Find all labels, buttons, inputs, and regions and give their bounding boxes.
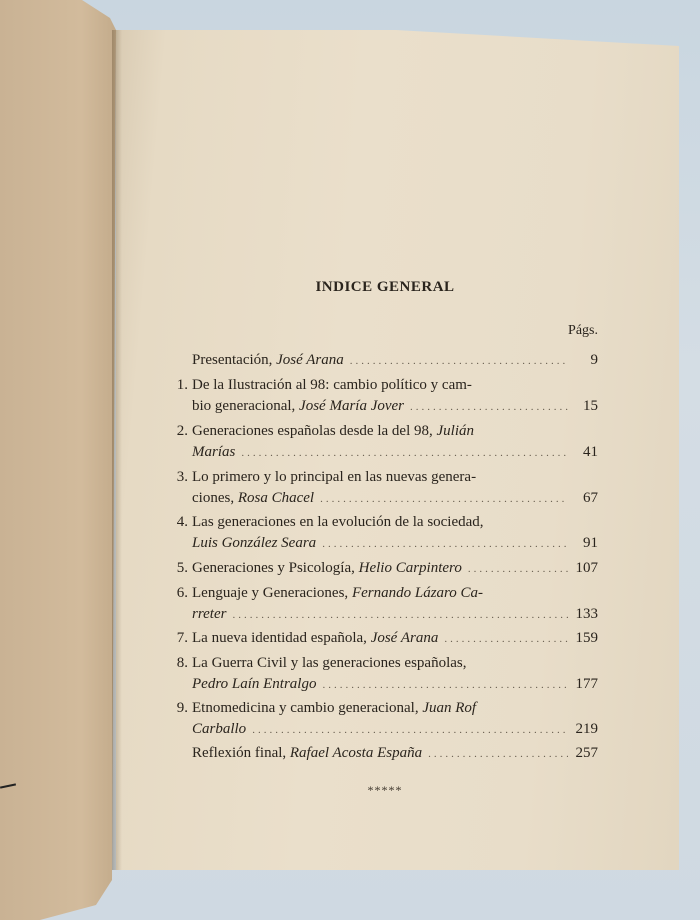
entry-author: Helio Carpintero xyxy=(358,560,462,576)
dot-leader xyxy=(410,397,568,418)
toc-entry-reflexion xyxy=(172,743,598,765)
toc-entry-2 xyxy=(172,421,598,464)
entry-author: Pedro Laín Entralgo xyxy=(192,676,317,692)
toc-title: INDICE GENERAL xyxy=(315,279,455,295)
gutter-shadow xyxy=(112,30,122,870)
entry-page: 257 xyxy=(575,745,598,761)
entry-number: 5. xyxy=(176,560,188,576)
entry-title: Generaciones españolas desde la del 98, xyxy=(192,423,437,439)
toc-entry-4 xyxy=(172,512,598,555)
toc-entry-1 xyxy=(172,375,598,418)
entry-page: 15 xyxy=(583,398,598,414)
dot-leader xyxy=(322,534,568,555)
entry-author: Juan Rof xyxy=(422,700,477,716)
dot-leader xyxy=(444,629,568,650)
toc-entry-5 xyxy=(172,558,598,580)
dot-leader xyxy=(241,443,568,464)
toc-entry-8 xyxy=(172,653,598,696)
dot-leader xyxy=(428,744,568,765)
entry-title-cont: ciones, xyxy=(192,490,238,506)
toc-entry-presentacion xyxy=(172,350,598,372)
entry-number: 7. xyxy=(176,630,188,646)
dot-leader xyxy=(232,605,568,626)
end-mark: ***** xyxy=(367,783,403,797)
entry-author-cont: Marías xyxy=(192,444,236,460)
entry-title: Lo primero y lo principal en las nuevas genera- xyxy=(192,469,477,485)
entry-page: 177 xyxy=(575,676,598,692)
dot-leader xyxy=(320,489,568,510)
entry-author: Luis González Seara xyxy=(192,535,317,551)
entry-title: De la Ilustración al 98: cambio político y cam- xyxy=(192,377,472,393)
dot-leader xyxy=(322,675,568,696)
entry-author: Rosa Chacel xyxy=(237,490,315,506)
entry-author: José María Jover xyxy=(299,398,405,414)
entry-page: 9 xyxy=(590,352,598,368)
entry-title: Reflexión final, xyxy=(192,745,290,761)
entry-page: 159 xyxy=(575,630,598,646)
entry-number: 4. xyxy=(176,514,188,530)
toc-entry-7 xyxy=(172,628,598,650)
entry-number: 6. xyxy=(176,585,188,601)
entry-page: 107 xyxy=(575,560,598,576)
dot-leader xyxy=(468,559,568,580)
entry-author: Rafael Acosta España xyxy=(289,745,423,761)
entry-author: José Arana xyxy=(276,352,344,368)
entry-number: 1. xyxy=(176,377,188,393)
entry-page: 41 xyxy=(583,444,598,460)
entry-title: La Guerra Civil y las generaciones españolas, xyxy=(192,655,467,671)
entry-title: Presentación, xyxy=(192,352,277,368)
entry-number: 3. xyxy=(176,469,188,485)
entry-author-cont: Carballo xyxy=(192,721,247,737)
entry-page: 133 xyxy=(575,606,598,622)
entry-author: Fernando Lázaro Ca- xyxy=(351,585,484,601)
entry-title: Etnomedicina y cambio generacional, xyxy=(192,700,423,716)
entry-title-cont: bio generacional, xyxy=(192,398,300,414)
entry-page: 219 xyxy=(575,721,598,737)
dot-leader xyxy=(350,351,568,372)
entry-number: 2. xyxy=(176,423,188,439)
entry-number: 9. xyxy=(176,700,188,716)
toc-entry-6 xyxy=(172,583,598,626)
entry-author: José Arana xyxy=(370,630,439,646)
entry-title: Lenguaje y Generaciones, xyxy=(192,585,352,601)
toc-entry-3 xyxy=(172,467,598,510)
entry-title: La nueva identidad española, xyxy=(192,630,371,646)
pages-header: Págs. xyxy=(568,323,598,338)
entry-author-cont: rreter xyxy=(192,606,227,622)
entry-title: Las generaciones en la evolución de la sociedad, xyxy=(192,514,484,530)
dot-leader xyxy=(252,720,568,741)
left-page xyxy=(0,0,116,920)
entry-number: 8. xyxy=(176,655,188,671)
entry-page: 91 xyxy=(583,535,598,551)
entry-author: Julián xyxy=(436,423,474,439)
toc-entry-9 xyxy=(172,698,598,741)
entry-page: 67 xyxy=(583,490,598,506)
entry-title: Generaciones y Psicología, xyxy=(192,560,359,576)
